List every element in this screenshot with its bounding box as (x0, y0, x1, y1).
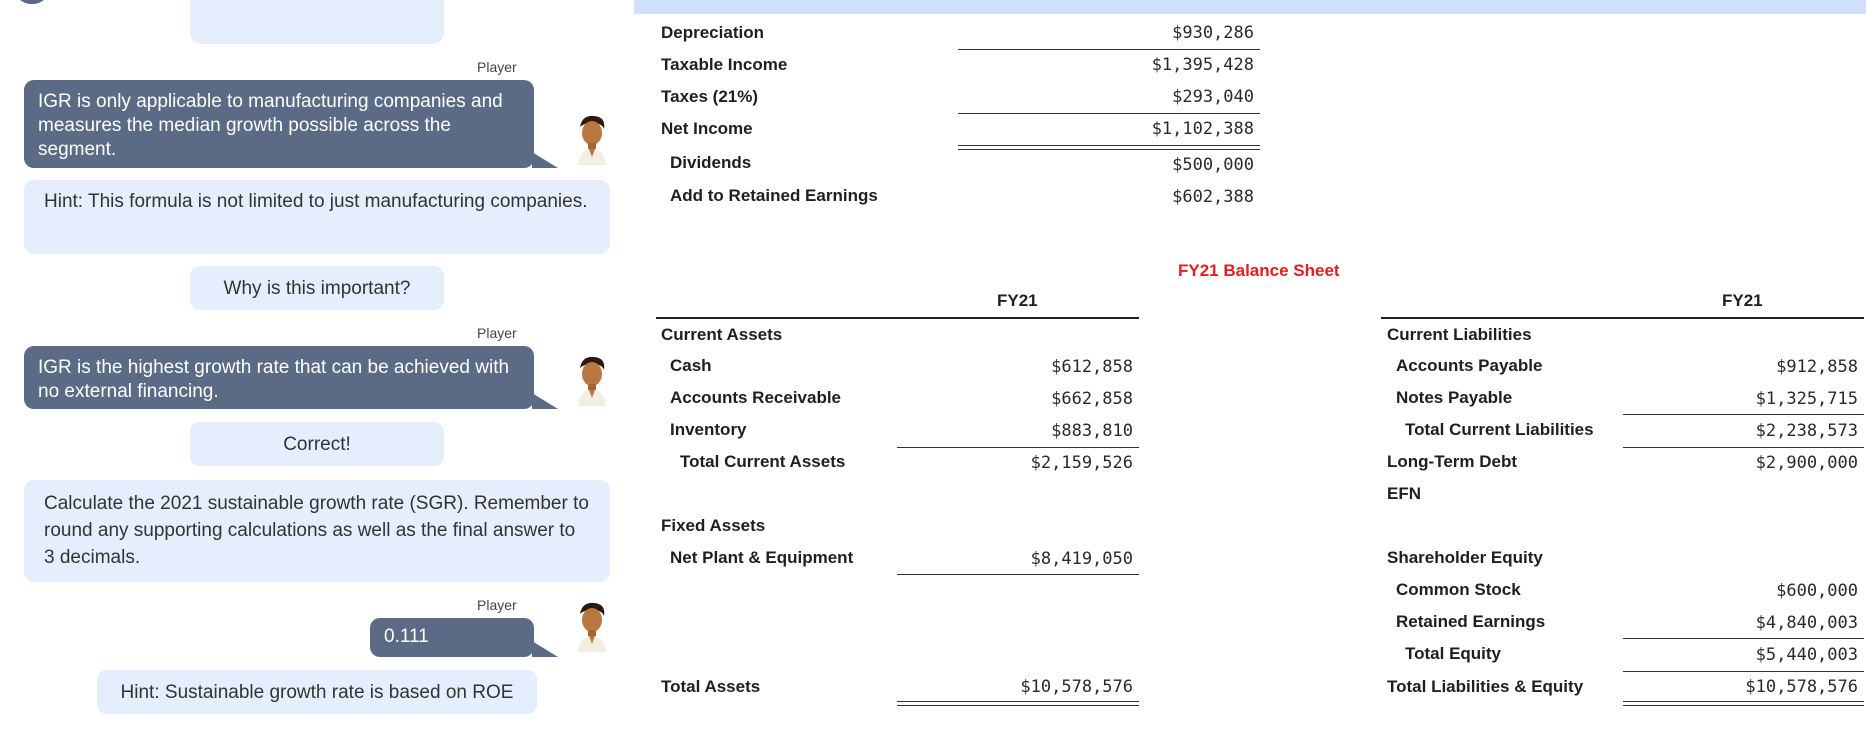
double-underline (897, 701, 1139, 706)
bs-label-total-equity: Total Equity (1405, 644, 1502, 663)
bs-label-shareholder-equity: Shareholder Equity (1387, 548, 1543, 567)
bubble-tail (532, 641, 558, 657)
is-label-dividends: Dividends (670, 153, 752, 172)
bs-value-total-current-liabilities: $2,238,573 (1755, 421, 1858, 441)
bs-label-fixed-assets: Fixed Assets (661, 516, 766, 535)
bs-value-total-assets: $10,578,576 (1020, 677, 1133, 697)
bs-value-accounts-payable: $912,858 (1776, 357, 1858, 377)
bs-label-inventory: Inventory (670, 420, 747, 439)
double-underline (1623, 701, 1864, 706)
is-value-net-income: $1,102,388 (1151, 119, 1254, 139)
is-label-depreciation: Depreciation (661, 23, 764, 42)
bubble-tail (532, 152, 558, 168)
avatar-peek (18, 0, 46, 4)
bs-value-accounts-receivable: $662,858 (1051, 389, 1133, 409)
player-avatar-icon (572, 113, 612, 165)
divider (1623, 414, 1864, 415)
bs-label-accounts-receivable: Accounts Receivable (670, 388, 842, 407)
bs-label-total-current-liabilities: Total Current Liabilities (1405, 420, 1594, 439)
bs-label-current-assets: Current Assets (661, 325, 783, 344)
bs-label-long-term-debt: Long-Term Debt (1387, 452, 1518, 471)
player-answer-message (370, 618, 534, 657)
bs-value-retained-earnings: $4,840,003 (1755, 613, 1858, 633)
bs-value-long-term-debt: $2,900,000 (1755, 453, 1858, 473)
bs-value-notes-payable: $1,325,715 (1755, 389, 1858, 409)
system-hint-message: Hint: Sustainable growth rate is based on ROE (97, 670, 537, 714)
panel-top-bar (634, 0, 1866, 14)
assets-column-header: FY21 (997, 291, 1038, 310)
header-rule (1381, 317, 1864, 319)
divider (1623, 638, 1864, 639)
bs-value-total-current-assets: $2,159,526 (1030, 453, 1133, 473)
bs-label-notes-payable: Notes Payable (1396, 388, 1513, 407)
is-value-add-retained: $602,388 (1172, 187, 1254, 207)
prompt-button[interactable]: Why is this important? (190, 266, 444, 310)
bs-value-net-plant: $8,419,050 (1030, 549, 1133, 569)
question-message: Calculate the 2021 sustainable growth rate (SGR). Remember to round any supporting calculations as well as the final answer to 3 decimals. (24, 480, 610, 582)
balance-sheet-title: FY21 Balance Sheet (1178, 261, 1340, 280)
player-message (24, 80, 534, 168)
bs-label-total-assets: Total Assets (661, 677, 761, 696)
bs-value-total-liabilities-equity: $10,578,576 (1745, 677, 1858, 697)
feedback-message: Correct! (190, 422, 444, 466)
is-value-taxable-income: $1,395,428 (1151, 55, 1254, 75)
player-avatar-icon (572, 354, 612, 406)
is-value-depreciation: $930,286 (1172, 23, 1254, 43)
message-text: IGR is only applicable to manufacturing companies and measures the median growth possible across the segment. (38, 91, 503, 160)
bs-value-inventory: $883,810 (1051, 421, 1133, 441)
bs-label-net-plant: Net Plant & Equipment (670, 548, 854, 567)
message-text: IGR is the highest growth rate that can be achieved with no external financing. (38, 357, 510, 402)
player-message (24, 346, 534, 409)
divider (897, 574, 1139, 575)
previous-message-bubble (190, 0, 444, 44)
player-label: Player (477, 325, 517, 341)
system-hint-message: Hint: This formula is not limited to just manufacturing companies. (24, 180, 610, 254)
bs-label-current-liabilities: Current Liabilities (1387, 325, 1532, 344)
is-label-taxes: Taxes (21%) (661, 87, 759, 106)
bs-label-common-stock: Common Stock (1396, 580, 1521, 599)
player-avatar-icon (572, 600, 612, 652)
bs-label-total-current-assets: Total Current Assets (680, 452, 846, 471)
bs-label-total-liabilities-equity: Total Liabilities & Equity (1387, 677, 1584, 696)
player-label: Player (477, 597, 517, 613)
bs-label-accounts-payable: Accounts Payable (1396, 356, 1543, 375)
bubble-tail (532, 393, 558, 409)
bs-label-cash: Cash (670, 356, 712, 375)
divider (958, 49, 1260, 50)
bs-label-retained-earnings: Retained Earnings (1396, 612, 1546, 631)
is-value-dividends: $500,000 (1172, 155, 1254, 175)
is-label-taxable-income: Taxable Income (661, 55, 788, 74)
bs-value-common-stock: $600,000 (1776, 581, 1858, 601)
bs-value-cash: $612,858 (1051, 357, 1133, 377)
is-label-add-retained: Add to Retained Earnings (670, 186, 878, 205)
header-rule (656, 317, 1139, 319)
divider (958, 113, 1260, 114)
player-label: Player (477, 59, 517, 75)
divider (1623, 671, 1864, 672)
liabilities-column-header: FY21 (1722, 291, 1763, 310)
double-underline (958, 145, 1260, 150)
divider (1623, 447, 1864, 448)
message-text: 0.111 (384, 626, 429, 647)
divider (897, 447, 1139, 448)
bs-label-efn: EFN (1387, 484, 1421, 503)
is-value-taxes: $293,040 (1172, 87, 1254, 107)
bs-value-total-equity: $5,440,003 (1755, 645, 1858, 665)
is-label-net-income: Net Income (661, 119, 753, 138)
